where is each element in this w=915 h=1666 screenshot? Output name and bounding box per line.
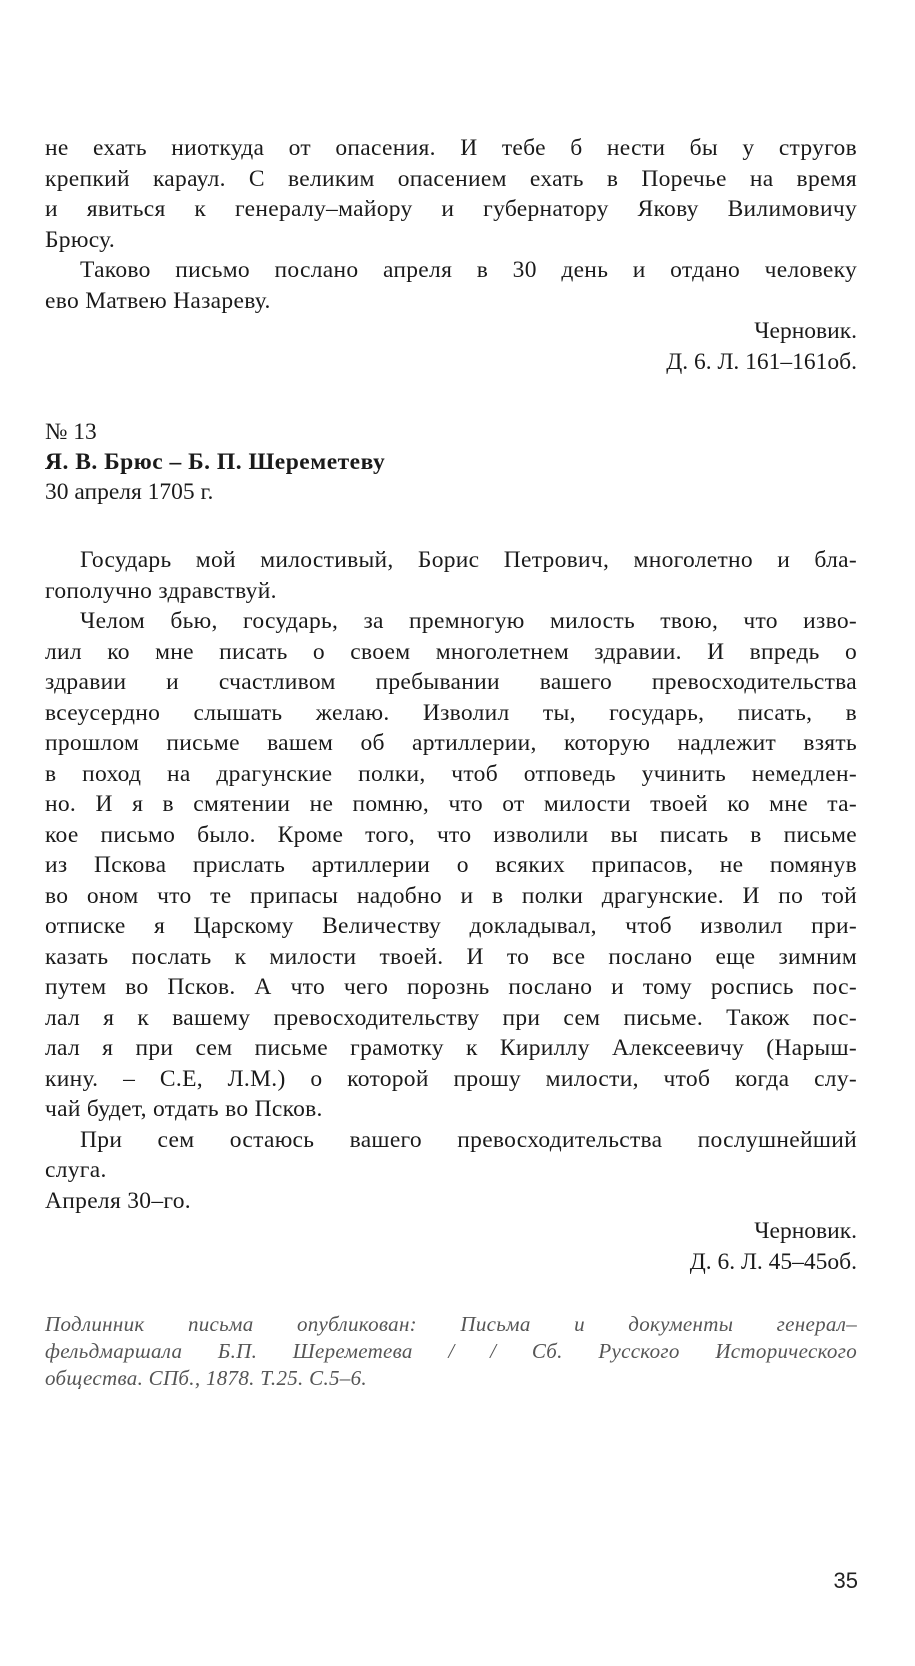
- draft-label: Черновик.: [754, 318, 857, 344]
- text-line: кое письмо было. Кроме того, что изволили вы писать в письме: [45, 821, 857, 848]
- text-line: При сем остаюсь вашего превосходительства послушнейший: [80, 1126, 857, 1153]
- text-line: казать послать к милости твоей. И то все послано еще зимним: [45, 943, 857, 970]
- document-title: Я. В. Брюс – Б. П. Шереметеву: [45, 449, 386, 475]
- text-line: отписке я Царскому Величеству докладывал, чтоб изволил при-: [45, 913, 857, 939]
- text-line: слуга.: [45, 1157, 107, 1183]
- document-date: 30 апреля 1705 г.: [45, 479, 214, 505]
- text-line: чай будет, отдать во Псков.: [45, 1096, 323, 1122]
- text-line: прошлом письме вашем об артиллерии, которую надлежит взять: [45, 730, 857, 756]
- archive-reference: Д. 6. Л. 161–161об.: [666, 348, 857, 375]
- text-line: лил ко мне писать о своем многолетнем здравии. И впредь о: [45, 638, 857, 665]
- text-line: но. И я в смятении не помню, что от милости твоей ко мне та-: [45, 791, 857, 817]
- text-line: здравии и счастливом пребывании вашего превосходительства: [45, 669, 857, 695]
- archive-reference: Д. 6. Л. 45–45об.: [689, 1248, 857, 1275]
- letter-body: [45, 545, 857, 1277]
- text-line: Государь мой милостивый, Борис Петрович, многолетно и бла-: [80, 547, 857, 573]
- closing-date: Апреля 30–го.: [45, 1187, 191, 1214]
- text-line: во оном что те припасы надобно и в полки драгунские. И по той: [45, 882, 857, 909]
- text-line: кину. – С.Е, Л.М.) о которой прошу милости, чтоб когда слу-: [45, 1065, 857, 1092]
- text-line: не ехать ниоткуда от опасения. И тебе б нести бы у стругов: [45, 135, 857, 161]
- publication-note: [45, 1311, 857, 1392]
- text-line: всеусердно слышать желаю. Изволил ты, государь, писать, в: [45, 699, 857, 726]
- text-line: Брюсу.: [45, 226, 115, 253]
- page-content: [45, 133, 857, 1392]
- text-line: из Пскова прислать артиллерии о всяких припасов, не помянув: [45, 852, 857, 878]
- document-header: [45, 417, 857, 507]
- text-line: Таково письмо послано апреля в 30 день и отдано человеку: [80, 257, 857, 283]
- note-line: фельдмаршала Б.П. Шереметева / / Сб. Русского Исторического: [45, 1339, 857, 1363]
- text-line: и явиться к генералу–майору и губернатору Якову Вилимовичу: [45, 196, 857, 222]
- text-line: путем во Псков. А что чего порознь послано и тому роспись пос-: [45, 974, 857, 1000]
- page-number: 35: [833, 1568, 858, 1593]
- text-line: лал я при сем письме грамотку к Кириллу Алексеевичу (Нарыш-: [45, 1035, 857, 1061]
- text-line: крепкий караул. С великим опасением ехать в Поречье на время: [45, 165, 857, 192]
- text-line: ево Матвею Назареву.: [45, 287, 271, 314]
- text-line: лал я к вашему превосходительству при сем письме. Також пос-: [45, 1004, 857, 1031]
- document-number: № 13: [45, 419, 97, 445]
- previous-letter-ending: [45, 133, 857, 377]
- text-line: в поход на драгунские полки, чтоб отповедь учинить немедлен-: [45, 760, 857, 787]
- note-line: Подлинник письма опубликован: Письма и документы генерал–: [45, 1312, 857, 1336]
- draft-label: Черновик.: [754, 1218, 857, 1244]
- text-line: Челом бью, государь, за премногую милость твою, что изво-: [80, 608, 857, 634]
- note-line: общества. СПб., 1878. Т.25. С.5–6.: [45, 1366, 367, 1390]
- text-line: гополучно здравствуй.: [45, 577, 277, 604]
